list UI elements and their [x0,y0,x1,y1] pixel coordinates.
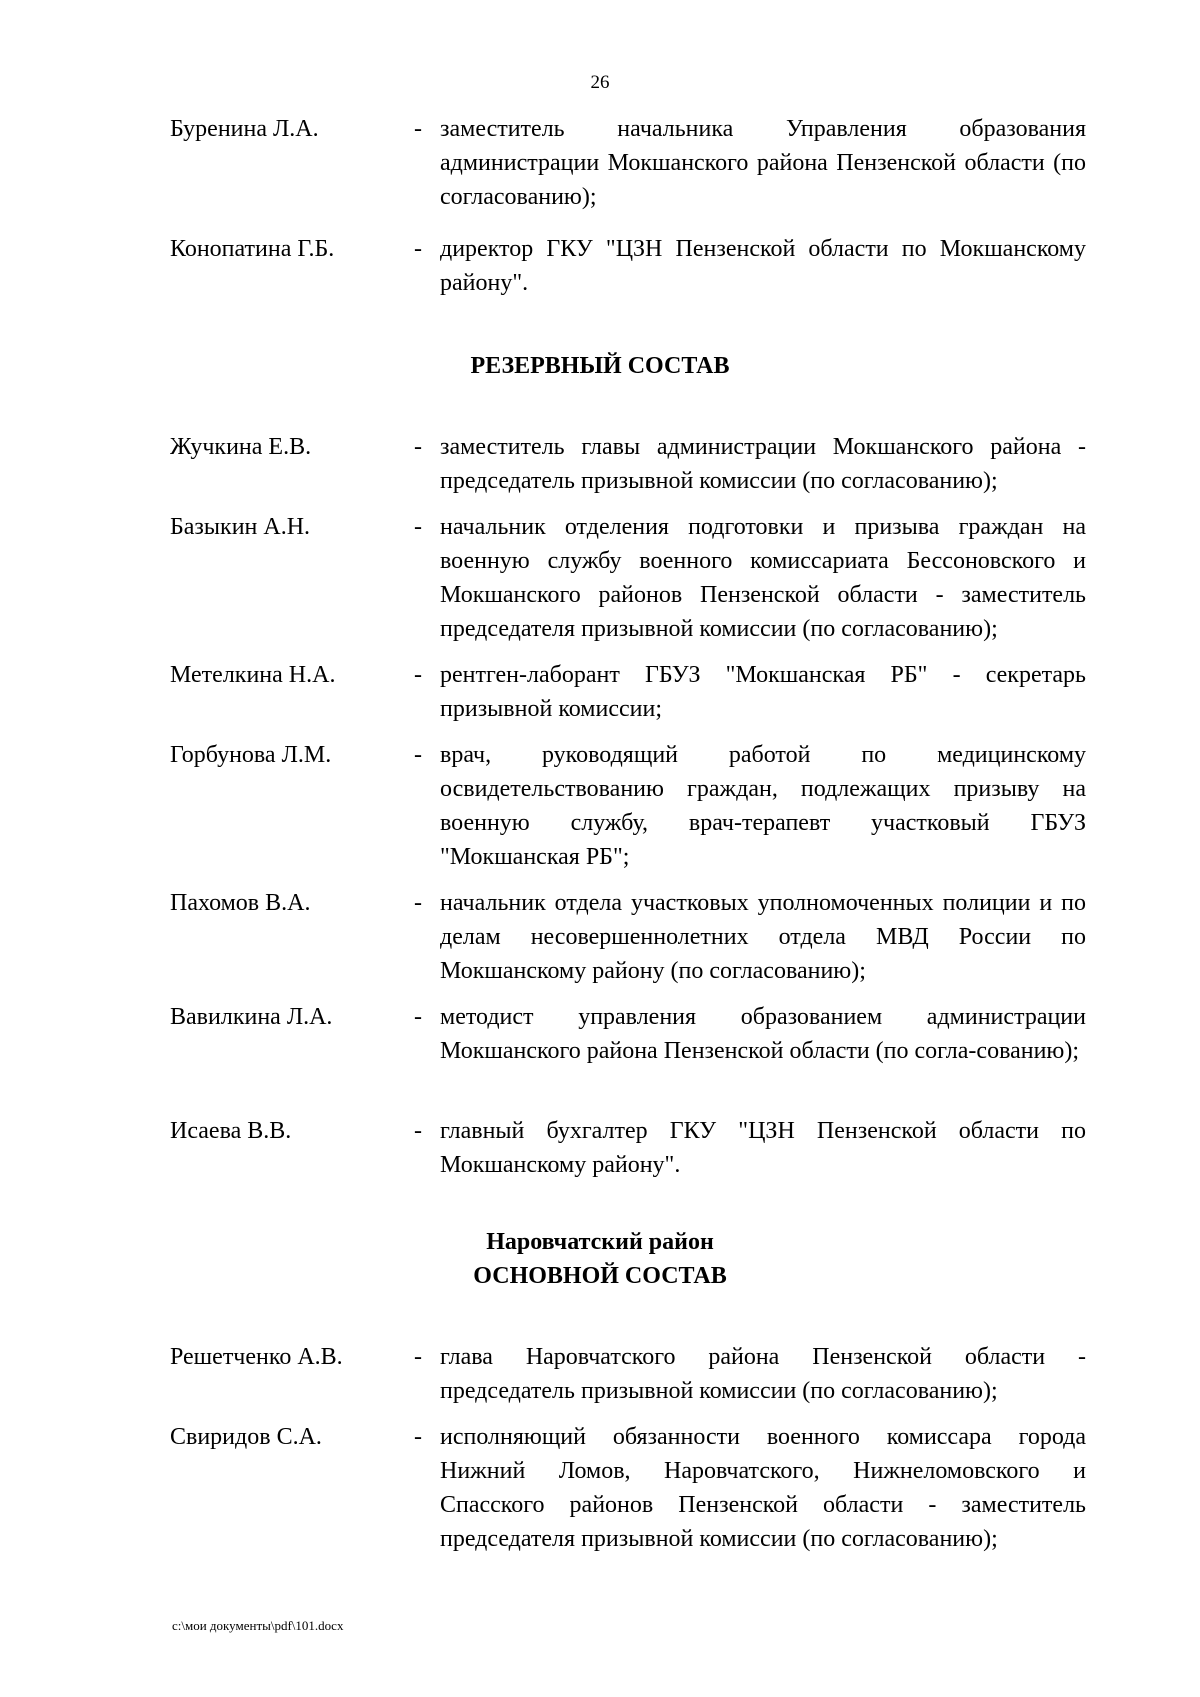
member-name: Свиридов С.А. [170,1424,322,1450]
member-name: Исаева В.В. [170,1118,292,1144]
member-position: врач, руководящий работой по медицинскому освидетельствованию граждан, подлежащих призыву на военную службу, врач-терапевт участковый ГБУЗ "Мокшанская РБ"; [440,742,1086,870]
separator-dash: - [414,514,422,540]
member-name: Конопатина Г.Б. [170,236,335,262]
member-position: исполняющий обязанности военного комиссара города Нижний Ломов, Наровчатского, Нижнеломовского и Спасского районов Пензенской области - заместитель председателя призывной комиссии (по согласованию); [440,1424,1086,1552]
member-name: Базыкин А.Н. [170,514,311,540]
member-position: заместитель главы администрации Мокшанского района - председатель призывной комиссии (по согласованию); [440,434,1086,494]
member-position: начальник отдела участковых уполномоченных полиции и по делам несовершеннолетних отдела МВД России по Мокшанскому району (по согласованию); [440,890,1086,984]
member-position: глава Наровчатского района Пензенской области - председатель призывной комиссии (по согласованию); [440,1344,1086,1404]
member-name: Вавилкина Л.А. [170,1004,333,1030]
member-position: начальник отделения подготовки и призыва граждан на военную службу военного комиссариата Бессоновского и Мокшанского районов Пензенской области - заместитель председателя призывной комиссии (по согласованию); [440,514,1086,642]
separator-dash: - [414,434,422,460]
separator-dash: - [414,116,422,142]
separator-dash: - [414,742,422,768]
member-position: рентген-лаборант ГБУЗ "Мокшанская РБ" - секретарь призывной комиссии; [440,662,1086,722]
separator-dash: - [414,1004,422,1030]
section-heading-reserve: РЕЗЕРВНЫЙ СОСТАВ [470,353,730,379]
separator-dash: - [414,1118,422,1144]
member-name: Горбунова Л.М. [170,742,332,768]
separator-dash: - [414,662,422,688]
page-number: 26 [590,72,610,93]
member-name: Решетченко А.В. [170,1344,343,1370]
section-heading-district: Наровчатский район [486,1229,714,1255]
separator-dash: - [414,890,422,916]
member-position: главный бухгалтер ГКУ "ЦЗН Пензенской области по Мокшанскому району". [440,1118,1086,1178]
member-name: Жучкина Е.В. [170,434,312,460]
member-position: заместитель начальника Управления образования администрации Мокшанского района Пензенской области (по согласованию); [440,116,1086,210]
member-name: Пахомов В.А. [170,890,311,916]
separator-dash: - [414,1424,422,1450]
file-path-footer: c:\мои документы\pdf\101.docx [172,1618,344,1633]
member-name: Буренина Л.А. [170,116,319,142]
separator-dash: - [414,1344,422,1370]
member-position: методист управления образованием администрации Мокшанского района Пензенской области (по согла-сованию); [440,1004,1086,1064]
separator-dash: - [414,236,422,262]
section-heading-main: ОСНОВНОЙ СОСТАВ [473,1263,727,1289]
member-position: директор ГКУ "ЦЗН Пензенской области по Мокшанскому району". [440,236,1086,296]
member-name: Метелкина Н.А. [170,662,336,688]
